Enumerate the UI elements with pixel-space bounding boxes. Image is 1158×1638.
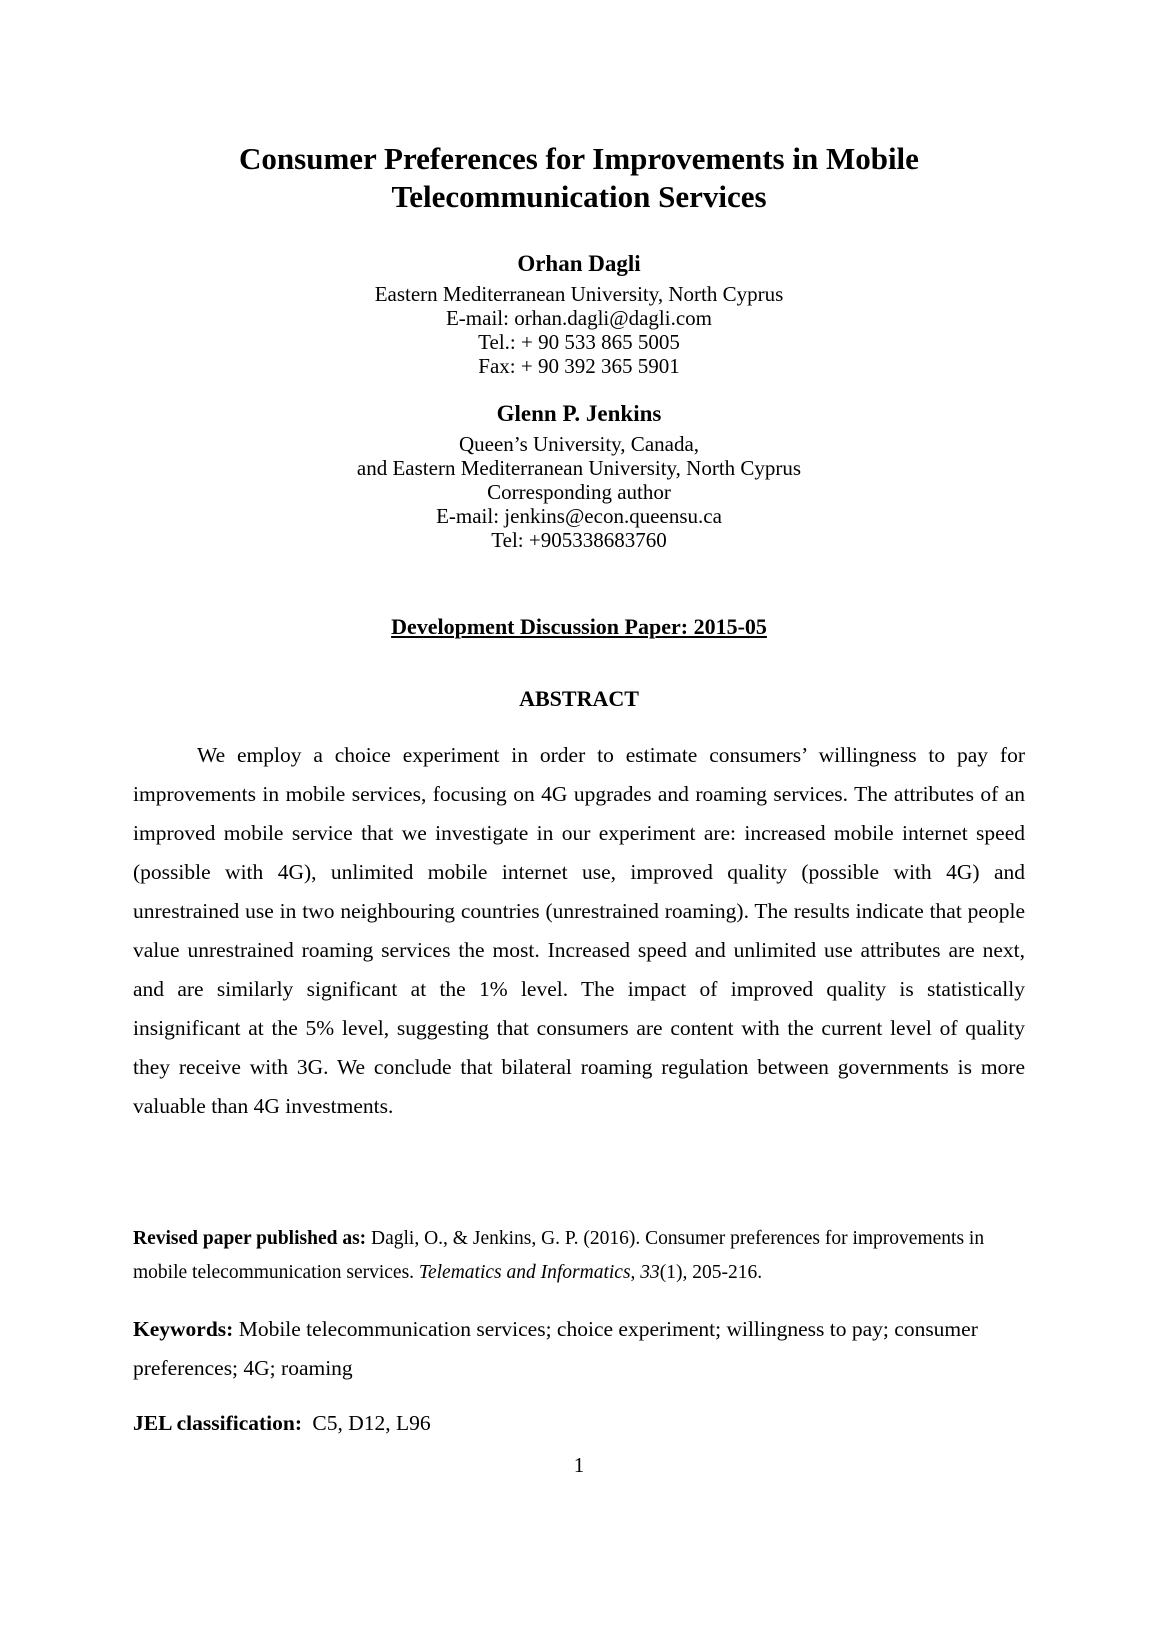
- author-name-dagli: Orhan Dagli: [517, 251, 641, 276]
- journal-name: Telematics and Informatics: [418, 1262, 631, 1283]
- abstract-text: We employ a choice experiment in order to estimate consumers’ willingness to pay for improvements in mobile services, focusing on 4G upgrades and roaming services. The attributes of an improved mobile service that we investigate in our experiment are: increased mobile internet speed (possible with 4G), unlimited mobile internet use, improved quality (possible with 4G) and unrestrained use in two neighbouring countries (unrestrained roaming). The results indicate that people value unrestrained roaming services the most. Increased speed and unlimited use attributes are next, and are similarly significant at the 1% level. The impact of improved quality is statistically insignificant at the 5% level, suggesting that consumers are content with the current level of quality they receive with 3G. We conclude that bilateral roaming regulation between governments is more valuable than 4G investments.: [133, 743, 1025, 1118]
- paper-title: [133, 140, 1025, 216]
- page-number: 1: [573, 1453, 585, 1477]
- author-email: E-mail: orhan.dagli@dagli.com: [445, 306, 713, 330]
- citation-text-start: Dagli, O., & Jenkins, G. P. (2016). Consumer preferences for improvements in mobile telecommunication services.: [133, 1228, 985, 1283]
- keywords-text: Mobile telecommunication services; choice experiment; willingness to pay; consumer preferences; 4G; roaming: [133, 1317, 978, 1380]
- jel-classification-line: [133, 1404, 1025, 1443]
- corresponding-author-note: Corresponding author: [487, 480, 671, 504]
- citation-text-end: (1), 205-216.: [659, 1262, 763, 1283]
- author-contact-dagli: [133, 282, 1025, 378]
- revised-citation: [133, 1222, 1025, 1290]
- keywords-label: Keywords:: [133, 1317, 234, 1341]
- author-name-jenkins: Glenn P. Jenkins: [496, 401, 662, 426]
- paper-title-line2: Telecommunication Services: [391, 179, 767, 214]
- jel-label: JEL classification:: [133, 1411, 303, 1435]
- author-affiliation: Eastern Mediterranean University, North Cyprus: [374, 282, 784, 306]
- citation-separator: ,: [630, 1262, 641, 1283]
- author-block-dagli: [133, 250, 1025, 378]
- journal-volume: 33: [640, 1262, 660, 1283]
- author-fax: Fax: + 90 392 365 5901: [478, 354, 680, 378]
- jel-codes: C5, D12, L96: [307, 1411, 431, 1435]
- author-contact-jenkins: [133, 432, 1025, 552]
- author-telephone: Tel.: + 90 533 865 5005: [478, 330, 680, 354]
- author-email: E-mail: jenkins@econ.queensu.ca: [436, 504, 722, 528]
- author-block-jenkins: [133, 400, 1025, 552]
- revised-citation-label: Revised paper published as:: [133, 1228, 367, 1249]
- author-telephone: Tel: +905338683760: [491, 528, 667, 552]
- paper-series-label: Development Discussion Paper: 2015-05: [391, 614, 767, 639]
- paper-series-heading: [133, 614, 1025, 640]
- author-affiliation: Queen’s University, Canada,: [458, 432, 700, 456]
- author-affiliation-secondary: and Eastern Mediterranean University, North Cyprus: [356, 456, 802, 480]
- abstract-heading: ABSTRACT: [519, 686, 639, 711]
- paper-title-line1: Consumer Preferences for Improvements in Mobile: [239, 141, 919, 176]
- keywords-line: [133, 1310, 1025, 1388]
